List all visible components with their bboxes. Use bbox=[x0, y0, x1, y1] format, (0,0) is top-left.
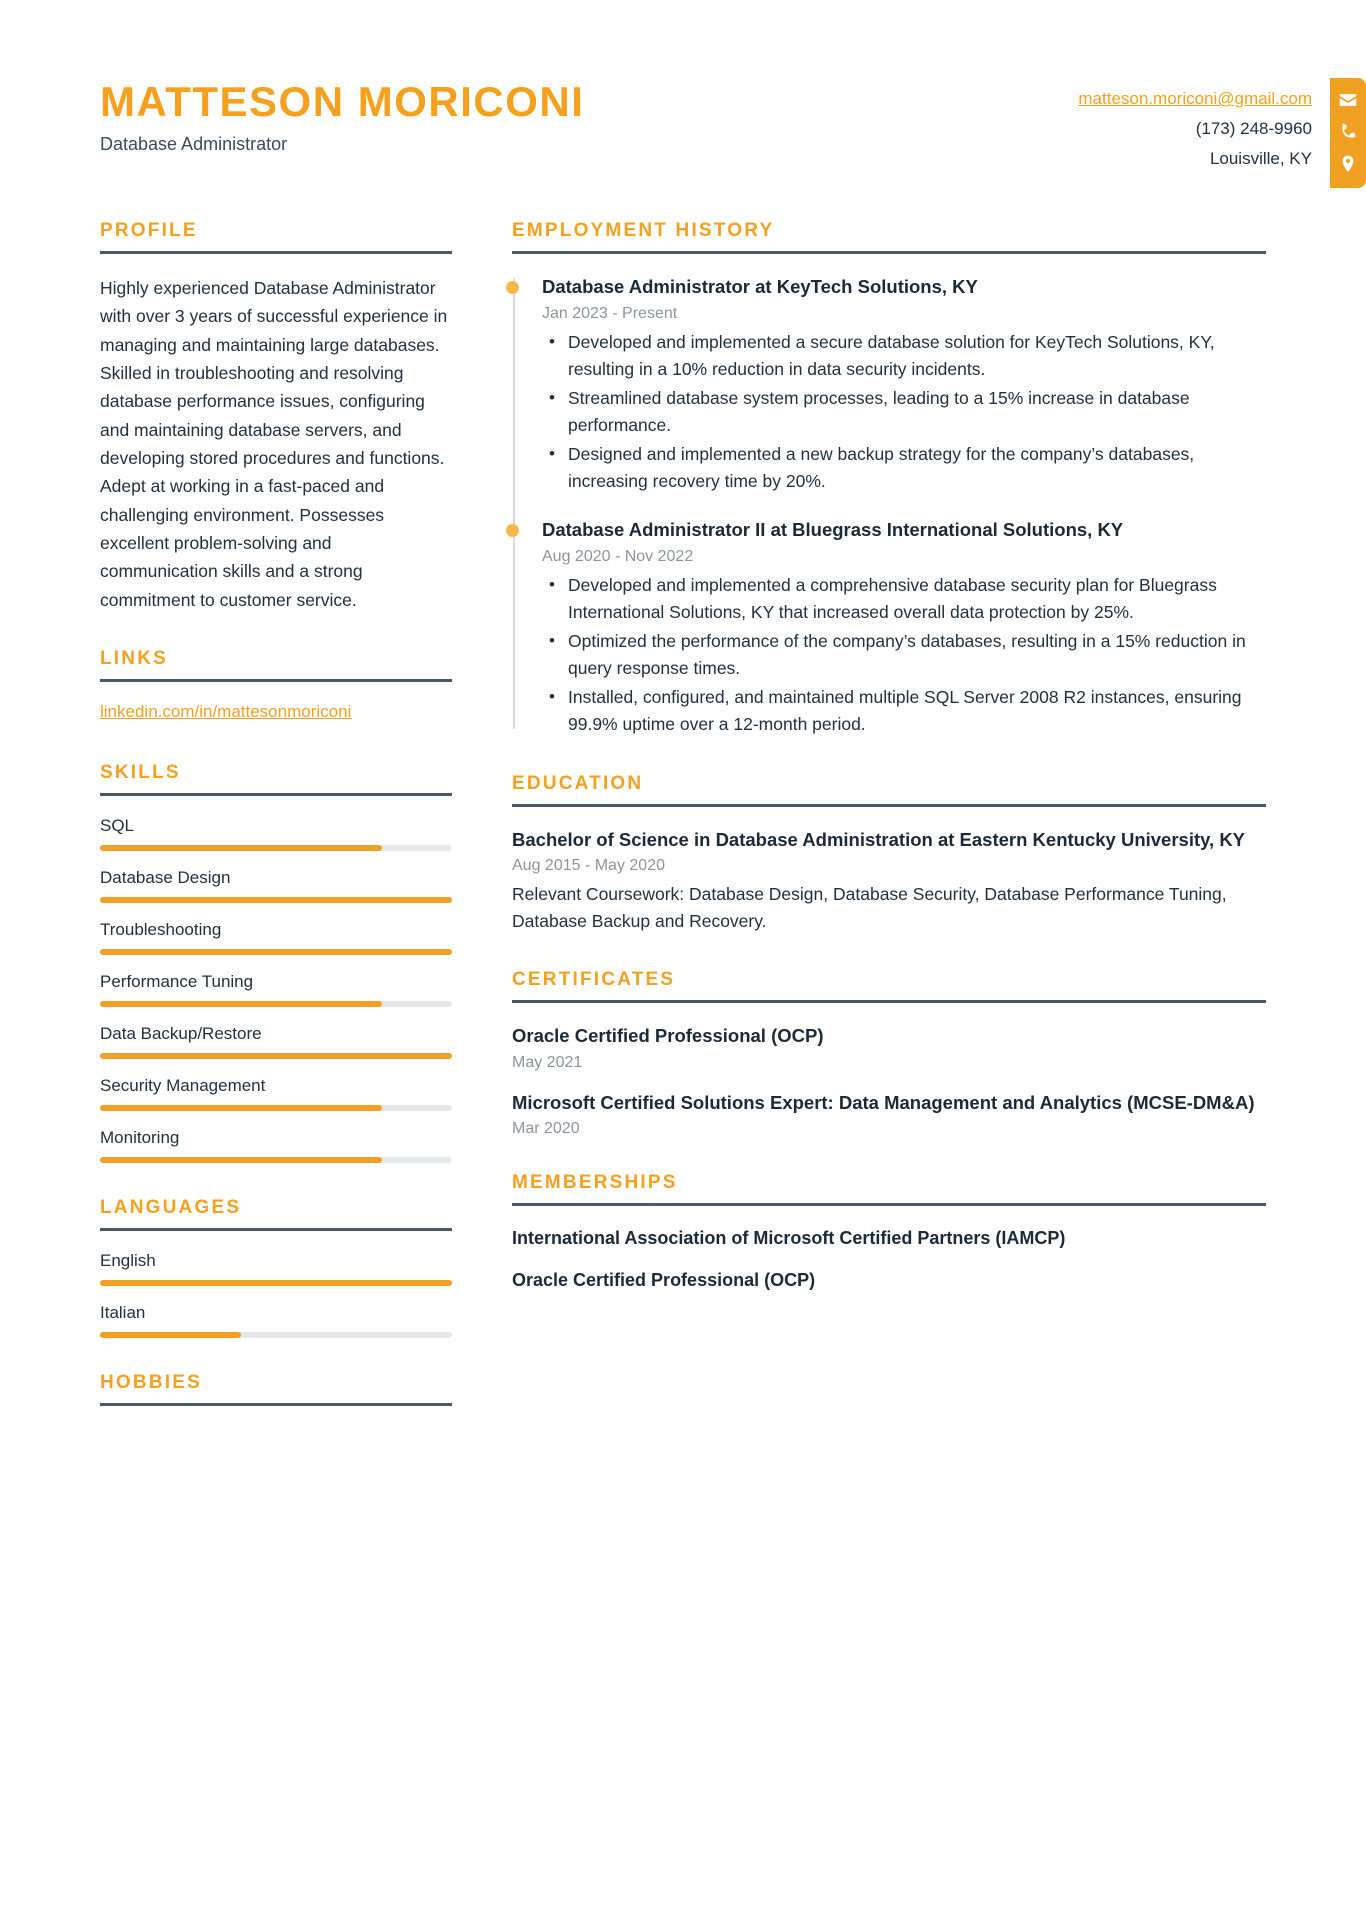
skill-bar-track bbox=[100, 949, 452, 955]
contact-email[interactable]: matteson.moriconi@gmail.com bbox=[1078, 89, 1312, 108]
contact-lines bbox=[1078, 78, 1330, 173]
bullet-item: • Designed and implemented a new backup strategy for the company’s databases, increasing recovery time by 20%. bbox=[568, 441, 1266, 495]
section-links bbox=[100, 648, 452, 728]
skill-bar-fill bbox=[100, 1157, 382, 1163]
phone-icon bbox=[1338, 122, 1358, 142]
certificate-title: Microsoft Certified Solutions Expert: Data Management and Analytics (MCSE-DM&A) bbox=[512, 1091, 1255, 1113]
bullet-item: • Optimized the performance of the company’s databases, resulting in a 15% reduction in query response times. bbox=[568, 628, 1266, 682]
certificate-title: Oracle Certified Professional (OCP) bbox=[512, 1025, 824, 1047]
skill-bar-track bbox=[100, 1157, 452, 1163]
job-title-subtitle: Database Administrator bbox=[100, 134, 288, 155]
section-title-memberships: MEMBERSHIPS bbox=[512, 1172, 678, 1194]
employment-title: Database Administrator at KeyTech Solutions, KY bbox=[542, 276, 978, 297]
section-title-skills: SKILLS bbox=[100, 762, 181, 784]
skill-bar-track bbox=[100, 1001, 452, 1007]
education-title: Bachelor of Science in Database Administration at Eastern Kentucky University, KY bbox=[512, 828, 1246, 850]
section-title-links: LINKS bbox=[100, 648, 168, 670]
section-divider bbox=[100, 1228, 452, 1231]
bullet-item: • Streamlined database system processes, leading to a 15% increase in database performance. bbox=[568, 385, 1266, 439]
language-bar-track bbox=[100, 1332, 452, 1338]
profile-text: Highly experienced Database Administrator with over 3 years of successful experience in managing and maintaining large databases. Skilled in troubleshooting and resolving database performance issues, configuring and maintaining database servers, and developing stored procedures and functions. Adept at working in a fast-paced and challenging environment. Possesses excellent problem-solving and communication skills and a strong commitment to customer service. bbox=[100, 278, 448, 610]
language-label: English bbox=[100, 1251, 156, 1271]
language-label: Italian bbox=[100, 1303, 146, 1323]
section-divider bbox=[512, 1203, 1266, 1206]
skill-bar-fill bbox=[100, 845, 382, 851]
timeline-dot-icon bbox=[506, 281, 519, 294]
skill-item bbox=[100, 972, 452, 1007]
resume-header bbox=[0, 0, 1366, 200]
employment-bullets bbox=[542, 572, 1266, 739]
identity-block bbox=[100, 72, 584, 155]
section-divider bbox=[100, 679, 452, 682]
page-title: MATTESON MORICONI bbox=[100, 78, 585, 125]
skill-label: Data Backup/Restore bbox=[100, 1024, 262, 1044]
membership-item: Oracle Certified Professional (OCP) bbox=[512, 1269, 816, 1290]
certificate-date: May 2021 bbox=[512, 1053, 583, 1071]
section-hobbies bbox=[100, 1372, 452, 1406]
skill-label: Monitoring bbox=[100, 1128, 180, 1148]
language-item bbox=[100, 1303, 452, 1338]
skill-item bbox=[100, 1024, 452, 1059]
employment-entry bbox=[542, 274, 1266, 495]
skill-bar-track bbox=[100, 897, 452, 903]
contact-icon-tab bbox=[1330, 78, 1366, 188]
bullet-item: • Developed and implemented a secure database solution for KeyTech Solutions, KY, resulting in a 10% reduction in data security incidents. bbox=[568, 329, 1266, 383]
skill-bar-track bbox=[100, 1053, 452, 1059]
section-divider bbox=[100, 1403, 452, 1406]
skill-bar-track bbox=[100, 845, 452, 851]
section-languages bbox=[100, 1197, 452, 1338]
section-title-languages: LANGUAGES bbox=[100, 1197, 242, 1219]
language-bar-track bbox=[100, 1280, 452, 1286]
section-education bbox=[512, 773, 1266, 936]
skill-bar-fill bbox=[100, 897, 452, 903]
language-bar-fill bbox=[100, 1280, 452, 1286]
skill-bar-fill bbox=[100, 1001, 382, 1007]
employment-entry bbox=[542, 517, 1266, 738]
resume-body bbox=[0, 200, 1366, 1440]
location-pin-icon bbox=[1338, 154, 1358, 174]
education-description: Relevant Coursework: Database Design, Database Security, Database Performance Tuning, Database Backup and Recovery. bbox=[512, 884, 1227, 932]
contact-location: Louisville, KY bbox=[1209, 148, 1312, 168]
section-skills bbox=[100, 762, 452, 1163]
section-title-certificates: CERTIFICATES bbox=[512, 969, 676, 991]
education-date: Aug 2015 - May 2020 bbox=[512, 857, 665, 875]
section-divider bbox=[512, 251, 1266, 254]
section-title-hobbies: HOBBIES bbox=[100, 1372, 202, 1394]
skill-label: Troubleshooting bbox=[100, 920, 222, 940]
section-memberships bbox=[512, 1172, 1266, 1292]
link-item-linkedin[interactable]: linkedin.com/in/mattesonmoriconi bbox=[100, 702, 352, 722]
skill-item bbox=[100, 816, 452, 851]
skill-label: Performance Tuning bbox=[100, 972, 254, 992]
employment-title: Database Administrator II at Bluegrass International Solutions, KY bbox=[542, 519, 1124, 541]
contact-phone: (173) 248-9960 bbox=[1195, 118, 1312, 138]
skill-item bbox=[100, 1076, 452, 1111]
membership-item: International Association of Microsoft Certified Partners (IAMCP) bbox=[512, 1228, 1066, 1249]
skill-bar-fill bbox=[100, 949, 452, 955]
section-title-employment: EMPLOYMENT HISTORY bbox=[512, 220, 775, 241]
skill-label: Database Design bbox=[100, 868, 231, 888]
skill-item bbox=[100, 868, 452, 903]
skill-label: SQL bbox=[100, 816, 135, 836]
language-bar-fill bbox=[100, 1332, 241, 1338]
timeline-dot-icon bbox=[506, 524, 519, 537]
language-item bbox=[100, 1251, 452, 1286]
skill-item bbox=[100, 1128, 452, 1163]
certificate-entry bbox=[512, 1090, 1266, 1139]
section-divider bbox=[100, 793, 452, 796]
skill-bar-track bbox=[100, 1105, 452, 1111]
employment-date: Aug 2020 - Nov 2022 bbox=[542, 547, 694, 565]
section-divider bbox=[100, 251, 452, 254]
section-title-education: EDUCATION bbox=[512, 772, 644, 794]
certificate-entry bbox=[512, 1023, 1266, 1072]
employment-timeline bbox=[512, 274, 1266, 739]
contact-block bbox=[1078, 78, 1366, 188]
section-employment-history bbox=[512, 220, 1266, 739]
section-divider bbox=[512, 804, 1266, 807]
employment-bullets bbox=[542, 329, 1266, 496]
bullet-item: • Installed, configured, and maintained multiple SQL Server 2008 R2 instances, ensuring 99.9% uptime over a 12-month period. bbox=[568, 684, 1266, 738]
section-certificates bbox=[512, 969, 1266, 1138]
main-column bbox=[512, 220, 1266, 1440]
skill-label: Security Management bbox=[100, 1076, 266, 1096]
section-title-profile: PROFILE bbox=[100, 220, 198, 241]
employment-date: Jan 2023 - Present bbox=[542, 304, 678, 322]
skill-bar-fill bbox=[100, 1105, 382, 1111]
education-entry bbox=[512, 827, 1266, 936]
envelope-icon bbox=[1338, 90, 1358, 110]
sidebar-column bbox=[100, 220, 452, 1440]
skill-item bbox=[100, 920, 452, 955]
bullet-item: • Developed and implemented a comprehensive database security plan for Bluegrass International Solutions, KY that increased overall data protection by 25%. bbox=[568, 572, 1266, 626]
skill-bar-fill bbox=[100, 1053, 452, 1059]
certificate-date: Mar 2020 bbox=[512, 1120, 580, 1138]
section-profile bbox=[100, 220, 452, 614]
section-divider bbox=[512, 1000, 1266, 1003]
